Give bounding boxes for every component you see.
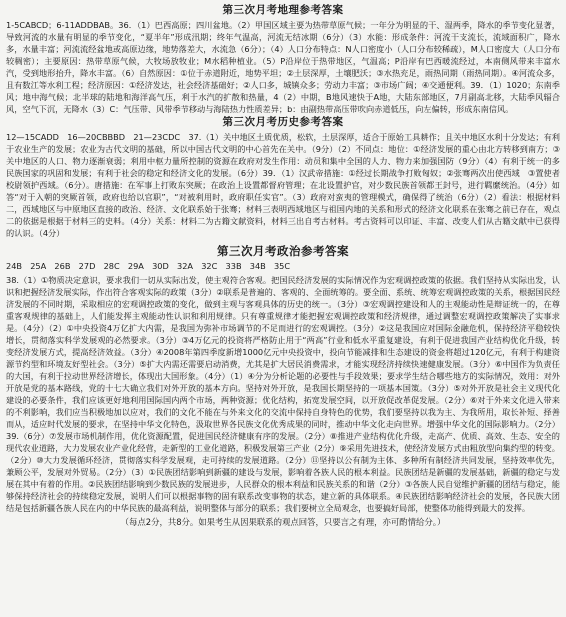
politics-multiple-choice: 24B 25A 26B 27D 28C 29A 30D 32A 32C 33B 34B 35C (6, 261, 291, 271)
geography-title: 第三次月考地理参考答案 (222, 4, 344, 16)
politics-title: 第三次月考政治参考答案 (217, 244, 349, 258)
history-answer-section (6, 115, 560, 239)
geography-answers: 1-5CABCD；6-11ADDBAB。36．（1）巴西高原；四川盆地。（2）甲国区域主要为热带草原气候；一年分为明显的干、湿两季，降水的季节变化显著，导致河流的水量有明显的季节变化，“夏半年”形成汛期；终年气温高，河流无结冰期（6分）（3）水能：形成条件：河流干支流长，流域面积广，降水多，水量丰富；河流流经盆地或高原边缘，地势落差大，水流急（6分）；（4）人口分布特点：N人口密度小（人口分布较稀疏），M人口密度大（人口分布较稠密）；主要原因：热带草原气候，大牧场放牧业；M水稻种植业。（5）P沿岸位于热带地区，气温高；P沿岸有巴西暖流经过，本南侧风带来丰富水汽，受到地形抬升，降水丰富。（6）自然原因：①位于赤道附近，地势平坦；②土层深厚，土壤肥沃；③水热充足，雨热同期（雨热同期）。④河流众多，且有数江等水利工程；经济原因：①经济发达，社会经济基础好；②人口多，城镇众多；劳动力丰富；③市场广阔；④交通便利。39．（1）1020；东南季风；地中海气候；北半球的陆地和海洋高气压，利于水汽的扩散和热量，4（2）中期，B地风速快于A地，大陆东部地区，7月副高北移，大陆季风辐合风，空气下沉，无降水（3）C：气压带、风带季节移动与海陆热力性质差异；b：由副热带高压带吹向赤道低压，向左偏转，形成东南信风。 (6, 20, 560, 114)
politics-answers: 38.（1）①物质决定意识，要求我们一切从实际出发，使主观符合客观。把国民经济发展的实际情况作为宏观调控政策的依据。我们坚持从实际出发，认识和把握经济发展实际，作出符合客观实际的政策（3分）②联系是普遍的、客观的、全面统筹的。要全面、系统、统筹宏观调控政策的关系，根据国民经济发展的不同时期，采取相应的宏观调控政策的变化，做到主观与客观具体的历史的统一。（3分）③宏观调控建设和人的主观能动性是辩证统一的，在尊重客观规律的基础上，人们能发挥主观能动性认识和利用规律。只有尊重规律才能把握宏观调控政策和经济规律，通过调整宏观调控政策解决了实事求是。（4分）（2）①中央投资4万亿扩大内需，是我国为弥补市场调节的不足而进行的宏观调控。（3分）②这是我国应对国际金融危机，保持经济平稳较快增长，贯彻落实科学发展观的必然要求。（3分）③4万亿元的投资将严格防止用于“两高”行业和低水平重复建设，有利于促进我国产业结构优化升级，转变经济发展方式，提高经济效益。（3分）④2008年第四季度新增1000亿元中央投资中，投向节能减排和生态建设的资金将超过120亿元，有利于构建资源节约型和环境友好型社会。（3分）⑤扩大内需还需要启动消费，尤其是扩大居民消费需求，才能实现经济持续快速健康发展。（3分）⑥中国作为负责任的大国，有利于拉动世界经济增长，体现出大国形象。（4分）（1）④分为分析论题的必要性与手段效果；要求学生结合哪些地方的实际情况，效用：对外开放是党的基本路线，党的十七大确立我们对外开放的基本方向。坚持对外开放，是我国长期坚持的一项基本国策。（3分）⑤对外开放是社会主义现代化建设的必要条件，我们应该更好地利用国际国内两个市场，两种资源；优化结构，拓宽发展空间，以开放促改革促发展。（2分）⑥对于外来文化进入带来的不利影响，我们应当积极地加以应对，我们的文化不能在与外来文化的交流中保持自身特色的优势，我们要坚持以我为主、为我所用，取长补短、择善而从，适应时代发展的要求，在坚持中华文化特色，汲取世界各民族文化优秀成果的同时，推动中华文化走向世界。增强中华文化的国际影响力。（2分）39.（6分）⑦发展市场机制作用，优化资源配置，促进国民经济健康有序的发展。（2分）⑧推进产业结构优化升级，走高产、优质、高效、生态、安全的现代农业道路，大力发展农业产业化经营，走新型的工业化道路，积极发展第三产业（2分）⑨采用先进技术，使经济发展方式由粗放型向集约型的转变。（2分）⑩大力发展循环经济，贯彻落实科学发展观，走可持续的发展道路。（2分）⑪坚持以公有制为主体、多种所有制经济共同发展，坚持效率优先，兼顾公平，发展对外贸易。（2分）（3）①民族团结影响到新疆的建设与发展，影响着各族人民的根本利益。民族团结是新疆的发展基础，新疆的稳定与发展在其中有着的作用。②民族团结影响到少数民族的发展进步，人民群众的根本利益和民族关系的和谐（2分）③各族人民自觉维护新疆的团结与稳定，能够保持经济社会的持续稳定发展，说明人们可以根据事物的固有联系改变事物的状态，建立新的具体联系。④民族团结影响经济社会的发展，各民族大团结是包括新疆各族人民在内的中华民族的最高利益，说明整体与部分的联系；我们要树立全局观念，也要搞好局部，使整体功能得到最大的发挥。 (6, 275, 560, 513)
politics-answer-section (6, 239, 560, 528)
history-answers: 12—15CADD 16—20CBBBD 21—23CDC 37.（1）关中地区土质优质，松软，土层深厚，适合于原始工具耕作；且关中地区水利十分发达；有利于农业生产的发展；农业为古代文明的基础，所以中国古代文明的中心首先在关中。（9分）（2）不同点：地位：①经济发展的重心由北方转移到南方；③关中地区的人口、物力逐渐衰弱；利用中枢力量所控制的资源在政府对发生作用：动员和集中全国的人力、物力来加强国防（9分）（4）有利于统一的多民族国家的巩固和发展；有利于社会的稳定和经济文化的发展。（6分）39．（1）汉武帝措施：①经过长期战争打败匈奴；②张骞两次出使西域 ③置使者校尉领护西域。（6分）。唐措施：在军事上打败东突厥；在政治上设置都督府管理；在北设置护官，对少数民族首领都王封号，进行羁縻统治。（4分）如答“对于入朝的突厥首领，政府也给以官职”，“对被利用时，政府职任实官”。（3）政府对蛮夷的管理模式，确保得了统治（6分）（2）看法：根据材料二，西域地区与中原地区直接的政治、经济、文化联系始于张骞；材料三表明西域地区与祖国内地的关系和形式的经济文化联系在张骞之前已存在，观点二的依据是根据于材料三的史料。（4分）关系：材料二为古籍文献资料，材料三出自考古材料。考古资料可以印证、丰富、改变人们从古籍文献中已获得的认识。（4分） (6, 132, 560, 238)
scoring-note: （每点2分，共8分。如果考生从因果联系的观点回答，只要言之有理，亦可酌情给分。） (120, 517, 446, 527)
history-title: 第三次月考历史参考答案 (222, 116, 344, 128)
geography-answer-section (6, 3, 560, 115)
